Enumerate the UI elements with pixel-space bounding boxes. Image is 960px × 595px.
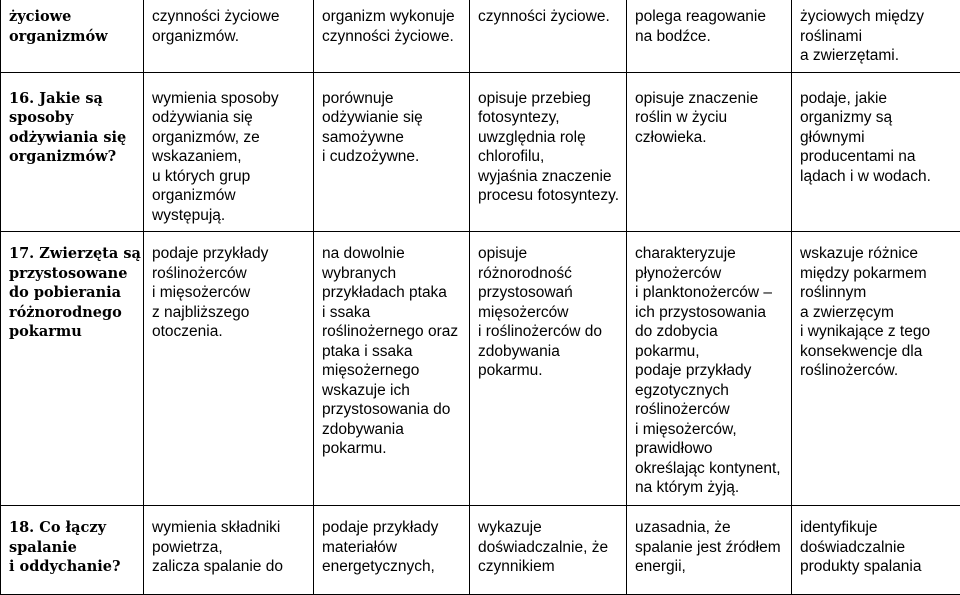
cell-line: odżywianie się — [322, 108, 463, 128]
cell-line: energetycznych, — [322, 557, 463, 577]
cell-line: pokarmu, — [635, 342, 785, 362]
requirement-cell — [314, 232, 470, 506]
cell-line: organizmów — [9, 27, 137, 47]
cell-line: lądach i w wodach. — [800, 167, 954, 187]
cell-line: głównymi — [800, 128, 954, 148]
cell-line: życiowe — [9, 7, 137, 27]
cell-line: wskazuje różnice — [800, 244, 954, 264]
requirement-cell — [314, 506, 470, 595]
cell-line: wyjaśnia znaczenie — [478, 167, 620, 187]
cell-line: sposoby — [9, 108, 137, 128]
cell-line: roślinami — [800, 27, 954, 47]
table-row — [1, 506, 960, 595]
cell-line: fotosyntezy, — [478, 108, 620, 128]
cell-line: organizmów — [152, 186, 307, 206]
cell-line: na bodźce. — [635, 27, 785, 47]
cell-line: procesu fotosyntezy. — [478, 186, 620, 206]
cell-line: ich przystosowania — [635, 303, 785, 323]
cell-line: materiałów — [322, 538, 463, 558]
cell-line: wykazuje — [478, 518, 620, 538]
cell-line: i mięsożerców, — [635, 420, 785, 440]
cell-line: a zwierzętami. — [800, 46, 954, 66]
cell-line: między pokarmem — [800, 264, 954, 284]
requirement-cell — [792, 72, 960, 232]
requirement-cell — [792, 232, 960, 506]
cell-line: spalanie — [9, 538, 137, 558]
cell-line: organizmów, ze — [152, 128, 307, 148]
requirement-cell — [314, 72, 470, 232]
requirement-cell — [470, 72, 627, 232]
cell-line: różnorodnego — [9, 303, 137, 323]
cell-line: powietrza, — [152, 538, 307, 558]
cell-line: otoczenia. — [152, 322, 307, 342]
cell-line: zdobywania — [478, 342, 620, 362]
cell-line: pokarmu — [9, 322, 137, 342]
cell-line: czynnikiem — [478, 557, 620, 577]
cell-line: i ssaka — [322, 303, 463, 323]
table-row — [1, 0, 960, 72]
requirement-cell — [144, 0, 314, 72]
cell-line: organizmów. — [152, 27, 307, 47]
cell-line: i cudzożywne. — [322, 147, 463, 167]
cell-line: 18. Co łączy — [9, 518, 137, 538]
cell-line: pokarmu. — [322, 439, 463, 459]
cell-line: na którym żyją. — [635, 478, 785, 498]
cell-line: człowieka. — [635, 128, 785, 148]
cell-line: chlorofilu, — [478, 147, 620, 167]
requirement-cell — [627, 506, 792, 595]
cell-line: mięsożernego — [322, 361, 463, 381]
cell-line: opisuje — [478, 244, 620, 264]
cell-line: polega reagowanie — [635, 7, 785, 27]
cell-line: podaje przykłady — [322, 518, 463, 538]
cell-line: u których grup — [152, 167, 307, 187]
cell-line: płynożerców — [635, 264, 785, 284]
cell-line: pokarmu. — [478, 361, 620, 381]
cell-line: charakteryzuje — [635, 244, 785, 264]
requirement-cell — [792, 0, 960, 72]
cell-line: podaje przykłady — [635, 361, 785, 381]
requirement-cell — [144, 72, 314, 232]
cell-line: opisuje przebieg — [478, 89, 620, 109]
requirement-cell — [627, 232, 792, 506]
cell-line: czynności życiowe. — [478, 7, 620, 27]
cell-line: a zwierzęcym — [800, 303, 954, 323]
requirement-cell — [792, 506, 960, 595]
cell-line: organizm wykonuje — [322, 7, 463, 27]
cell-line: roślinożerców — [635, 400, 785, 420]
cell-line: spalanie jest źródłem — [635, 538, 785, 558]
topic-cell — [1, 232, 144, 506]
cell-line: przystosowane — [9, 264, 137, 284]
cell-line: 16. Jakie są — [9, 89, 137, 109]
cell-line: organizmów? — [9, 147, 137, 167]
cell-line: różnorodność — [478, 264, 620, 284]
cell-line: odżywiania się — [9, 128, 137, 148]
requirement-cell — [144, 232, 314, 506]
cell-line: roślinnym — [800, 283, 954, 303]
cell-line: i mięsożerców — [152, 283, 307, 303]
cell-line: roślinożernego oraz — [322, 322, 463, 342]
cell-line: i oddychanie? — [9, 557, 137, 577]
cell-line: na dowolnie — [322, 244, 463, 264]
requirement-cell — [144, 506, 314, 595]
cell-line: z najbliższego — [152, 303, 307, 323]
requirement-cell — [627, 0, 792, 72]
cell-line: odżywiania się — [152, 108, 307, 128]
cell-line: do zdobycia — [635, 322, 785, 342]
cell-line: występują. — [152, 206, 307, 226]
requirement-cell — [470, 0, 627, 72]
cell-line: konsekwencje dla — [800, 342, 954, 362]
cell-line: podaje, jakie — [800, 89, 954, 109]
cell-line: doświadczalnie — [800, 538, 954, 558]
cell-line: uwzględnia rolę — [478, 128, 620, 148]
cell-line: energii, — [635, 557, 785, 577]
cell-line: wskazuje ich — [322, 381, 463, 401]
cell-line: wymienia sposoby — [152, 89, 307, 109]
topic-cell — [1, 72, 144, 232]
cell-line: przystosowania do — [322, 400, 463, 420]
cell-line: identyfikuje — [800, 518, 954, 538]
cell-line: roślin w życiu — [635, 108, 785, 128]
cell-line: wskazaniem, — [152, 147, 307, 167]
cell-line: do pobierania — [9, 283, 137, 303]
cell-line: produkty spalania — [800, 557, 954, 577]
cell-line: zalicza spalanie do — [152, 557, 307, 577]
cell-line: doświadczalnie, że — [478, 538, 620, 558]
cell-line: ptaka i ssaka — [322, 342, 463, 362]
cell-line: producentami na — [800, 147, 954, 167]
cell-line: i roślinożerców do — [478, 322, 620, 342]
cell-line: samożywne — [322, 128, 463, 148]
cell-line: opisuje znaczenie — [635, 89, 785, 109]
requirement-cell — [470, 232, 627, 506]
cell-line: wybranych — [322, 264, 463, 284]
requirement-cell — [470, 506, 627, 595]
table-row — [1, 72, 960, 232]
cell-line: przystosowań — [478, 283, 620, 303]
cell-line: porównuje — [322, 89, 463, 109]
cell-line: 17. Zwierzęta są — [9, 244, 137, 264]
cell-line: roślinożerców — [152, 264, 307, 284]
cell-line: mięsożerców — [478, 303, 620, 323]
cell-line: egzotycznych — [635, 381, 785, 401]
topic-cell — [1, 0, 144, 72]
cell-line: zdobywania — [322, 420, 463, 440]
cell-line: prawidłowo — [635, 439, 785, 459]
cell-line: roślinożerców. — [800, 361, 954, 381]
requirement-cell — [314, 0, 470, 72]
cell-line: organizmy są — [800, 108, 954, 128]
requirement-cell — [627, 72, 792, 232]
cell-line: przykładach ptaka — [322, 283, 463, 303]
topic-cell — [1, 506, 144, 595]
cell-line: podaje przykłady — [152, 244, 307, 264]
table-body — [1, 0, 960, 595]
cell-line: uzasadnia, że — [635, 518, 785, 538]
cell-line: wymienia składniki — [152, 518, 307, 538]
cell-line: życiowych między — [800, 7, 954, 27]
cell-line: określając kontynent, — [635, 459, 785, 479]
cell-line: i wynikające z tego — [800, 322, 954, 342]
cell-line: czynności życiowe — [152, 7, 307, 27]
cell-line: i planktonożerców – — [635, 283, 785, 303]
table-row — [1, 232, 960, 506]
cell-line: czynności życiowe. — [322, 27, 463, 47]
